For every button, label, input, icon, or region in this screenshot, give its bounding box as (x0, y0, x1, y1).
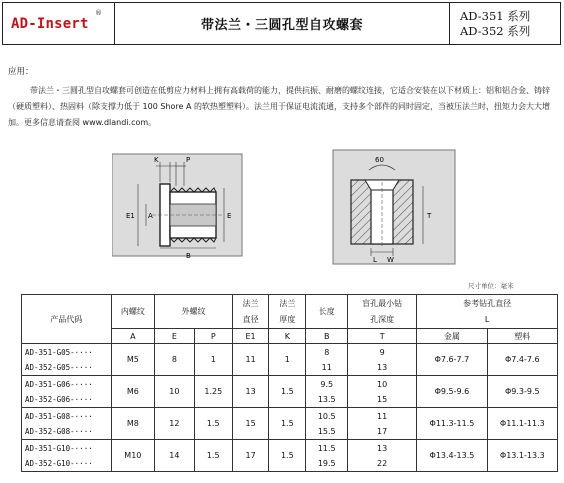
table-row (22, 408, 558, 440)
p-value: 1 (194, 344, 232, 376)
e1-value: 15 (232, 408, 268, 440)
subheader-k: K (269, 329, 306, 344)
metal-value: Φ7.6-7.7 (417, 344, 487, 376)
header-thread: 内螺纹 (111, 295, 155, 329)
subheader-e: E (155, 329, 194, 344)
e1-value: 11 (232, 344, 268, 376)
table-header-row (22, 295, 558, 329)
dim-label-t: T (427, 212, 432, 220)
specification-table (21, 294, 558, 472)
subheader-b: B (306, 329, 348, 344)
dim-label-a: A (148, 212, 153, 220)
t-value: 11 17 (348, 408, 417, 440)
unit-label: 尺寸单位：毫米 (468, 282, 514, 290)
dim-label-e1: E1 (126, 212, 135, 220)
p-value: 1.5 (194, 440, 232, 472)
brand-cell (3, 3, 115, 44)
application-paragraph (8, 83, 556, 131)
subheader-plastic: 塑料 (487, 329, 557, 344)
application-text: 带法兰・三圆孔型自攻螺套可创造在低剪应力材料上拥有高载荷的能力，提供抗振、耐磨的螺纹连接，它适合安装在以下材质上：铝和铝合金、铸锌（硬质塑料）、热固料（除支撑力低于 100 Shore A 的软热塑塑料）。法兰用于保证电流流通，支持多个部件的同时固定，当被压法兰时，扭矩力会大大增加。更多信息请查阅 www.dlandi.com。 (8, 86, 550, 127)
subheader-t: T (348, 329, 417, 344)
title-cell (115, 3, 450, 44)
dim-label-l: L (373, 256, 377, 264)
b-value: 8 11 (306, 344, 348, 376)
thread-value: M8 (111, 408, 155, 440)
b-value: 11.5 19.5 (306, 440, 348, 472)
e1-value: 17 (232, 440, 268, 472)
dim-label-b: B (186, 252, 191, 260)
plastic-value: Φ9.3-9.5 (487, 376, 557, 408)
thread-value: M6 (111, 376, 155, 408)
table-row (22, 344, 558, 376)
dim-label-w: W (387, 256, 394, 264)
header-outer: 外螺纹 (155, 295, 233, 329)
subheader-metal: 金属 (417, 329, 487, 344)
k-value: 1.5 (269, 408, 306, 440)
thread-value: M5 (111, 344, 155, 376)
product-code: AD-351-G06-···· AD-352-G06-···· (22, 376, 112, 408)
e-value: 10 (155, 376, 194, 408)
metal-value: Φ9.5-9.6 (417, 376, 487, 408)
k-value: 1 (269, 344, 306, 376)
e-value: 14 (155, 440, 194, 472)
k-value: 1.5 (269, 376, 306, 408)
plastic-value: Φ7.4-7.6 (487, 344, 557, 376)
dim-label-p: P (186, 156, 191, 164)
document-title: 带法兰・三圆孔型自攻螺套 (200, 18, 363, 33)
plastic-value: Φ11.1-11.3 (487, 408, 557, 440)
series-cell (450, 3, 560, 44)
p-value: 1.25 (194, 376, 232, 408)
product-code: AD-351-G08-···· AD-352-G08-···· (22, 408, 112, 440)
application-label: 应用： (8, 67, 34, 77)
subheader-e1: E1 (232, 329, 268, 344)
document-header (2, 2, 561, 45)
insert-dimension-drawing (112, 148, 244, 264)
t-value: 9 13 (348, 344, 417, 376)
dim-label-angle: 60 (375, 156, 384, 164)
e-value: 12 (155, 408, 194, 440)
header-flange-thickness: 法兰 厚度 (269, 295, 306, 329)
subheader-thread: A (111, 329, 155, 344)
e1-value: 13 (232, 376, 268, 408)
plastic-value: Φ13.1-13.3 (487, 440, 557, 472)
k-value: 1.5 (269, 440, 306, 472)
dim-label-e: E (227, 212, 232, 220)
b-value: 9.5 13.5 (306, 376, 348, 408)
table-row (22, 440, 558, 472)
header-drill: 参考钻孔直径 L (417, 295, 558, 329)
header-flange-diameter: 法兰 直径 (232, 295, 268, 329)
dim-label-k: K (154, 156, 159, 164)
brand-logo-text: AD-Insert (11, 15, 89, 32)
product-code: AD-351-G05-···· AD-352-G05-···· (22, 344, 112, 376)
hole-dimension-drawing (331, 148, 457, 268)
thread-value: M10 (111, 440, 155, 472)
header-length: 长度 (306, 295, 348, 329)
b-value: 10.5 15.5 (306, 408, 348, 440)
metal-value: Φ13.4-13.5 (417, 440, 487, 472)
e-value: 8 (155, 344, 194, 376)
p-value: 1.5 (194, 408, 232, 440)
t-value: 10 15 (348, 376, 417, 408)
registered-mark: ® (95, 9, 102, 17)
subheader-p: P (194, 329, 232, 344)
header-code: 产品代码 (22, 295, 112, 344)
t-value: 13 22 (348, 440, 417, 472)
series-line-1: AD-351 系列 (460, 8, 531, 23)
metal-value: Φ11.3-11.5 (417, 408, 487, 440)
header-depth: 盲孔最小钻 孔深度 (348, 295, 417, 329)
series-line-2: AD-352 系列 (460, 23, 531, 38)
table-row (22, 376, 558, 408)
product-code: AD-351-G10-···· AD-352-G10-···· (22, 440, 112, 472)
